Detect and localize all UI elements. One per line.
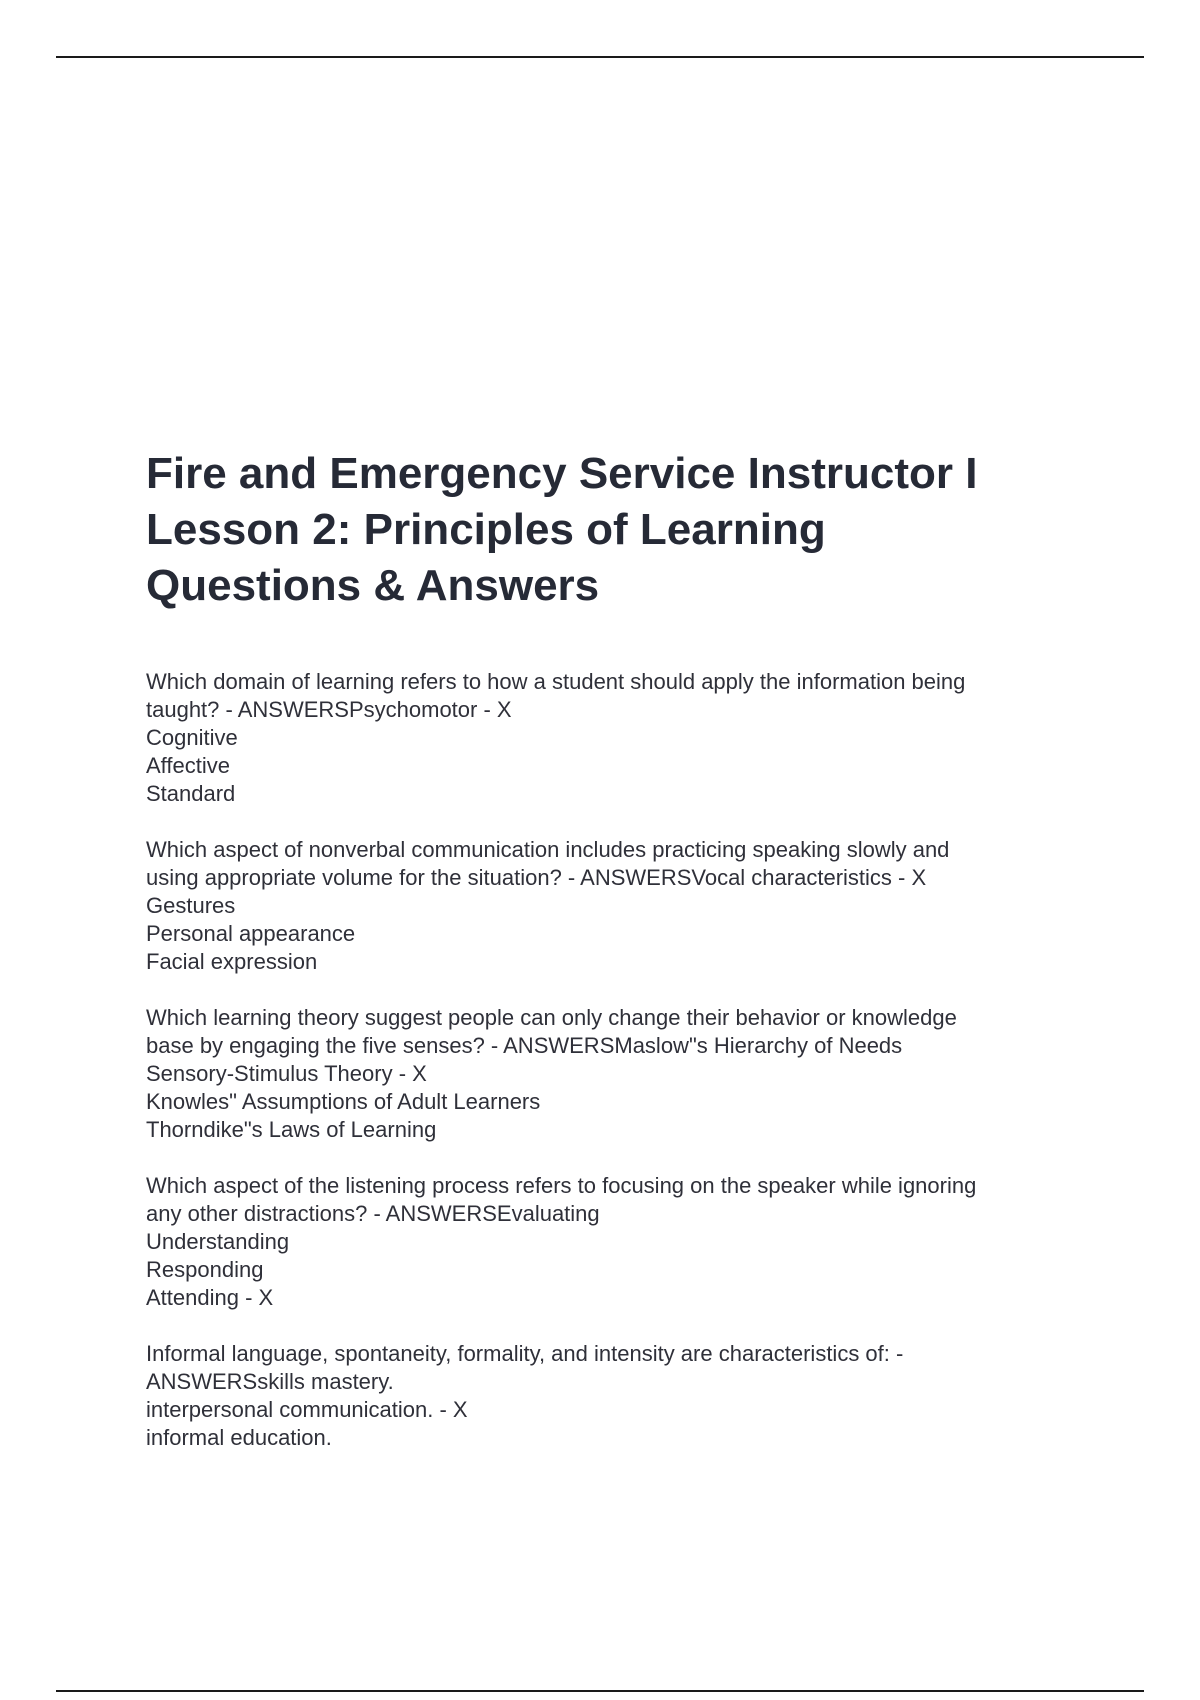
answer-option: informal education.	[146, 1425, 332, 1450]
answer-option: Facial expression	[146, 949, 318, 974]
question-answer-text: ANSWERSskills mastery.	[146, 1369, 394, 1394]
question-answer-text: using appropriate volume for the situation? - ANSWERSVocal characteristics - X	[146, 865, 927, 890]
answer-option: Responding	[146, 1257, 264, 1282]
answer-option: Gestures	[146, 893, 236, 918]
qa-item	[146, 668, 1086, 808]
answer-option: Standard	[146, 781, 236, 806]
qa-list	[146, 668, 1086, 1480]
question-answer-text: any other distractions? - ANSWERSEvaluating	[146, 1201, 600, 1226]
qa-item	[146, 1340, 1086, 1452]
question-text: Which aspect of nonverbal communication includes practicing speaking slowly and	[146, 837, 950, 862]
question-text: Which aspect of the listening process refers to focusing on the speaker while ignoring	[146, 1173, 977, 1198]
answer-option: Knowles" Assumptions of Adult Learners	[146, 1089, 541, 1114]
title-line: Fire and Emergency Service Instructor I	[146, 449, 978, 498]
answer-option: Understanding	[146, 1229, 290, 1254]
bottom-rule	[56, 1690, 1144, 1692]
answer-option: Cognitive	[146, 725, 238, 750]
title-line: Lesson 2: Principles of Learning	[146, 505, 826, 554]
question-text: Informal language, spontaneity, formality, and intensity are characteristics of: -	[146, 1341, 904, 1366]
question-answer-text: taught? - ANSWERSPsychomotor - X	[146, 697, 512, 722]
question-text: Which domain of learning refers to how a student should apply the information being	[146, 669, 966, 694]
document-title	[146, 446, 1086, 614]
answer-option: interpersonal communication. - X	[146, 1397, 468, 1422]
answer-option: Personal appearance	[146, 921, 356, 946]
question-answer-text: base by engaging the five senses? - ANSWERSMaslow"s Hierarchy of Needs	[146, 1033, 903, 1058]
qa-item	[146, 1172, 1086, 1312]
answer-option: Sensory-Stimulus Theory - X	[146, 1061, 427, 1086]
top-rule	[56, 56, 1144, 58]
qa-item	[146, 836, 1086, 976]
title-line: Questions & Answers	[146, 561, 600, 610]
question-text: Which learning theory suggest people can only change their behavior or knowledge	[146, 1005, 957, 1030]
answer-option: Attending - X	[146, 1285, 274, 1310]
answer-option: Thorndike"s Laws of Learning	[146, 1117, 437, 1142]
qa-item	[146, 1004, 1086, 1144]
answer-option: Affective	[146, 753, 230, 778]
